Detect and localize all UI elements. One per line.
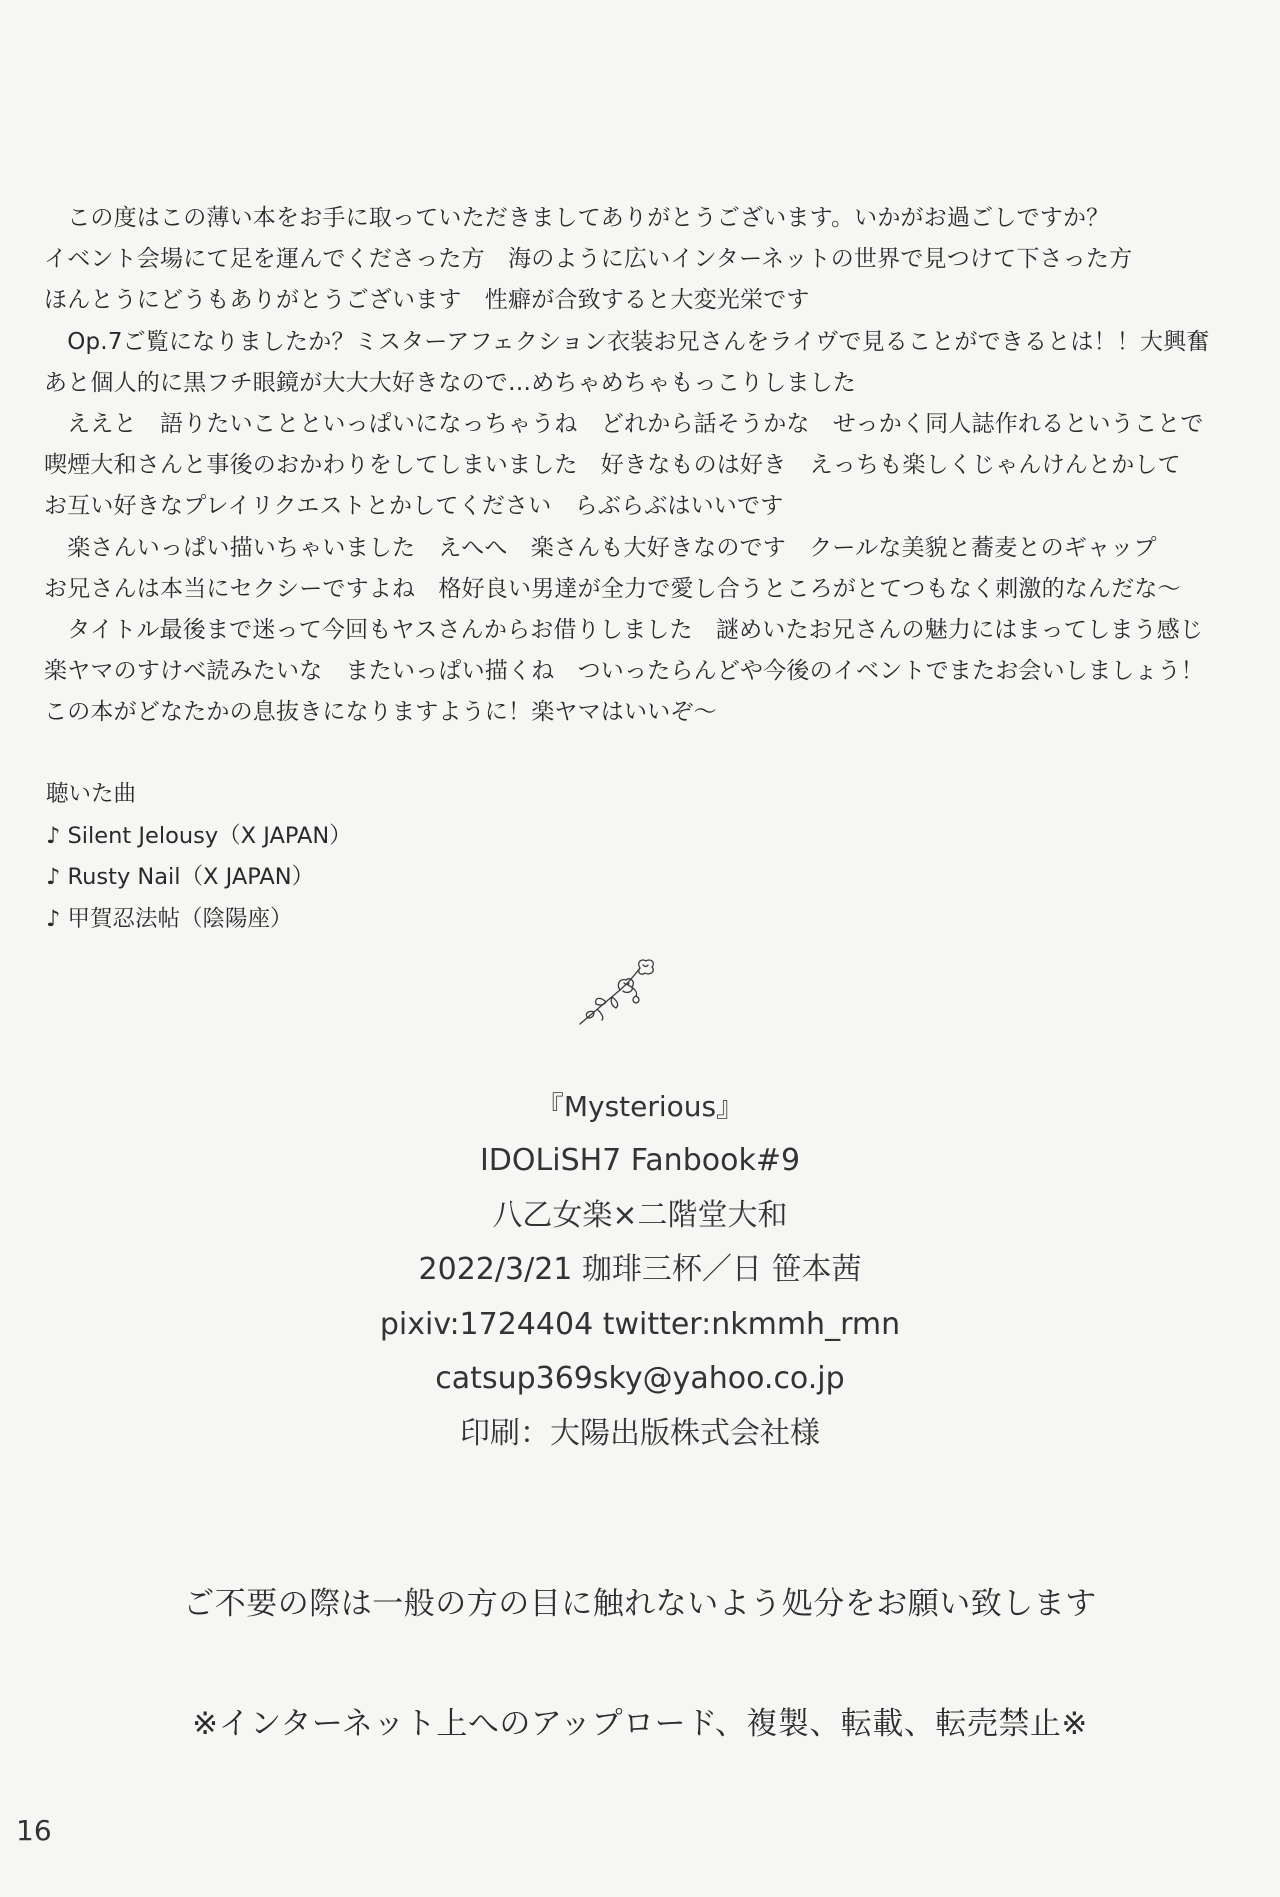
book-series: IDOLiSH7 Fanbook#9 — [479, 1143, 801, 1178]
song-list-heading: 聴いた曲 — [46, 781, 137, 807]
song-list — [46, 774, 646, 940]
book-title: 『Mysterious』 — [535, 1090, 745, 1123]
afterword-line: あと個人的に黒フチ眼鏡が大大大好きなので…めちゃめちゃもっこりしました — [44, 369, 856, 396]
flower-sprig-icon — [576, 956, 666, 1028]
page-number: 16 — [16, 1814, 52, 1847]
afterword-line: ほんとうにどうもありがとうございます 性癖が合致すると大変光栄です — [44, 287, 810, 314]
contact-email: catsup369sky@yahoo.co.jp — [435, 1361, 845, 1396]
song-item: ♪ Silent Jelousy（X JAPAN） — [46, 822, 352, 849]
printer-credit: 印刷：大陽出版株式会社様 — [460, 1415, 820, 1451]
afterword-line: お互い好きなプレイリクエストとかしてください らぶらぶはいいです — [44, 493, 784, 520]
afterword-line: 喫煙大和さんと事後のおかわりをしてしまいました 好きなものは好き えっちも楽しくじゃんけんとかして — [44, 452, 1181, 479]
social-accounts: pixiv:1724404 twitter:nkmmh_rmn — [379, 1306, 901, 1342]
colophon — [0, 1080, 1280, 1461]
book-pairing: 八乙女楽×二階堂大和 — [492, 1197, 788, 1233]
afterword-line: イベント会場にて足を運んでくださった方 海のように広いインターネットの世界で見つけて下さった方 — [44, 246, 1133, 273]
publication-info: 2022/3/21 珈琲三杯／日 笹本茜 — [418, 1252, 862, 1287]
afterword-line: タイトル最後まで迷って今回もヤスさんからお借りしました 謎めいたお兄さんの魅力にはまってしまう感じ — [44, 617, 1204, 644]
afterword-line: ええと 語りたいことといっぱいになっちゃうね どれから話そうかな せっかく同人誌作れるということで — [44, 411, 1204, 438]
afterword-line: この本がどなたかの息抜きになりますように！楽ヤマはいいぞ～ — [44, 699, 717, 726]
disposal-notice: ご不要の際は一般の方の目に触れないよう処分をお願い致します — [183, 1586, 1097, 1622]
afterword-line: 楽ヤマのすけべ読みたいな またいっぱい描くね ついったらんどや今後のイベントでまたお会いしましょう！ — [44, 658, 1204, 685]
prohibition-notice: ※インターネット上へのアップロード、複製、転載、転売禁止※ — [192, 1706, 1088, 1742]
song-item: ♪ 甲賀忍法帖（陰陽座） — [46, 905, 293, 932]
song-item: ♪ Rusty Nail（X JAPAN） — [46, 864, 315, 890]
afterword-text — [44, 198, 1244, 734]
afterword-line: Op.7ご覧になりましたか？ミスターアフェクション衣装お兄さんをライヴで見ることができるとは！！大興奮 — [44, 328, 1210, 355]
afterword-line: 楽さんいっぱい描いちゃいました えへへ 楽さんも大好きなのです クールな美貌と蕎麦とのギャップ — [44, 534, 1157, 561]
afterword-line: この度はこの薄い本をお手に取っていただきましてありがとうございます。いかがお過ごしですか？ — [44, 205, 1110, 231]
afterword-line: お兄さんは本当にセクシーですよね 格好良い男達が全力で愛し合うところがとてつもなく刺激的なんだな～ — [44, 575, 1181, 602]
